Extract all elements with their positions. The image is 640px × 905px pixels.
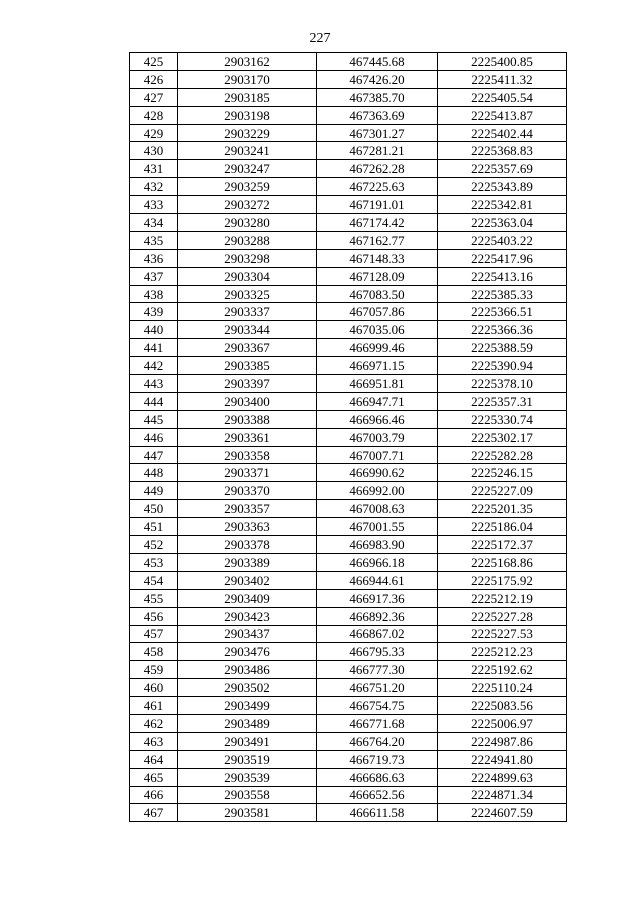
table-row bbox=[130, 428, 567, 446]
table-row bbox=[130, 714, 567, 732]
id-cell: 2903400 bbox=[178, 392, 317, 410]
table-row bbox=[130, 500, 567, 518]
id-cell: 2903491 bbox=[178, 732, 317, 750]
y-coordinate-cell: 2225385.33 bbox=[438, 285, 567, 303]
id-cell: 2903581 bbox=[178, 804, 317, 822]
point-number-cell: 466 bbox=[130, 786, 178, 804]
y-coordinate-cell: 2225175.92 bbox=[438, 571, 567, 589]
table-row bbox=[130, 571, 567, 589]
x-coordinate-cell: 467003.79 bbox=[317, 428, 438, 446]
id-cell: 2903385 bbox=[178, 357, 317, 375]
id-cell: 2903409 bbox=[178, 589, 317, 607]
table-row bbox=[130, 303, 567, 321]
coordinates-table bbox=[129, 52, 567, 822]
id-cell: 2903298 bbox=[178, 249, 317, 267]
point-number-cell: 428 bbox=[130, 106, 178, 124]
x-coordinate-cell: 467262.28 bbox=[317, 160, 438, 178]
x-coordinate-cell: 466951.81 bbox=[317, 375, 438, 393]
y-coordinate-cell: 2225330.74 bbox=[438, 410, 567, 428]
point-number-cell: 442 bbox=[130, 357, 178, 375]
y-coordinate-cell: 2225366.36 bbox=[438, 321, 567, 339]
id-cell: 2903370 bbox=[178, 482, 317, 500]
id-cell: 2903198 bbox=[178, 106, 317, 124]
y-coordinate-cell: 2225413.16 bbox=[438, 267, 567, 285]
table-row bbox=[130, 357, 567, 375]
id-cell: 2903539 bbox=[178, 768, 317, 786]
x-coordinate-cell: 467385.70 bbox=[317, 88, 438, 106]
point-number-cell: 458 bbox=[130, 643, 178, 661]
table-row bbox=[130, 607, 567, 625]
x-coordinate-cell: 467057.86 bbox=[317, 303, 438, 321]
x-coordinate-cell: 467225.63 bbox=[317, 178, 438, 196]
x-coordinate-cell: 466751.20 bbox=[317, 679, 438, 697]
id-cell: 2903361 bbox=[178, 428, 317, 446]
y-coordinate-cell: 2225302.17 bbox=[438, 428, 567, 446]
id-cell: 2903241 bbox=[178, 142, 317, 160]
x-coordinate-cell: 466771.68 bbox=[317, 714, 438, 732]
table-row bbox=[130, 410, 567, 428]
point-number-cell: 453 bbox=[130, 553, 178, 571]
id-cell: 2903489 bbox=[178, 714, 317, 732]
x-coordinate-cell: 466966.18 bbox=[317, 553, 438, 571]
coordinates-table-body bbox=[130, 53, 567, 822]
table-row bbox=[130, 518, 567, 536]
y-coordinate-cell: 2224871.34 bbox=[438, 786, 567, 804]
x-coordinate-cell: 466686.63 bbox=[317, 768, 438, 786]
table-row bbox=[130, 196, 567, 214]
table-row bbox=[130, 643, 567, 661]
x-coordinate-cell: 467083.50 bbox=[317, 285, 438, 303]
table-row bbox=[130, 70, 567, 88]
table-row bbox=[130, 536, 567, 554]
id-cell: 2903304 bbox=[178, 267, 317, 285]
table-row bbox=[130, 88, 567, 106]
y-coordinate-cell: 2225357.31 bbox=[438, 392, 567, 410]
id-cell: 2903378 bbox=[178, 536, 317, 554]
point-number-cell: 432 bbox=[130, 178, 178, 196]
table-row bbox=[130, 124, 567, 142]
x-coordinate-cell: 466983.90 bbox=[317, 536, 438, 554]
table-row bbox=[130, 178, 567, 196]
y-coordinate-cell: 2225378.10 bbox=[438, 375, 567, 393]
table-row bbox=[130, 661, 567, 679]
x-coordinate-cell: 466966.46 bbox=[317, 410, 438, 428]
id-cell: 2903363 bbox=[178, 518, 317, 536]
y-coordinate-cell: 2225227.28 bbox=[438, 607, 567, 625]
x-coordinate-cell: 466764.20 bbox=[317, 732, 438, 750]
y-coordinate-cell: 2224899.63 bbox=[438, 768, 567, 786]
point-number-cell: 464 bbox=[130, 750, 178, 768]
point-number-cell: 429 bbox=[130, 124, 178, 142]
table-row bbox=[130, 249, 567, 267]
table-row bbox=[130, 160, 567, 178]
point-number-cell: 456 bbox=[130, 607, 178, 625]
point-number-cell: 427 bbox=[130, 88, 178, 106]
x-coordinate-cell: 466867.02 bbox=[317, 625, 438, 643]
x-coordinate-cell: 467007.71 bbox=[317, 446, 438, 464]
id-cell: 2903337 bbox=[178, 303, 317, 321]
y-coordinate-cell: 2225368.83 bbox=[438, 142, 567, 160]
point-number-cell: 438 bbox=[130, 285, 178, 303]
id-cell: 2903402 bbox=[178, 571, 317, 589]
x-coordinate-cell: 466795.33 bbox=[317, 643, 438, 661]
id-cell: 2903185 bbox=[178, 88, 317, 106]
point-number-cell: 457 bbox=[130, 625, 178, 643]
table-row bbox=[130, 553, 567, 571]
x-coordinate-cell: 466971.15 bbox=[317, 357, 438, 375]
x-coordinate-cell: 467008.63 bbox=[317, 500, 438, 518]
table-row bbox=[130, 53, 567, 71]
x-coordinate-cell: 467191.01 bbox=[317, 196, 438, 214]
table-row bbox=[130, 231, 567, 249]
id-cell: 2903259 bbox=[178, 178, 317, 196]
point-number-cell: 451 bbox=[130, 518, 178, 536]
table-row bbox=[130, 679, 567, 697]
x-coordinate-cell: 466754.75 bbox=[317, 697, 438, 715]
id-cell: 2903476 bbox=[178, 643, 317, 661]
x-coordinate-cell: 467445.68 bbox=[317, 53, 438, 71]
table-row bbox=[130, 392, 567, 410]
x-coordinate-cell: 466719.73 bbox=[317, 750, 438, 768]
table-row bbox=[130, 625, 567, 643]
y-coordinate-cell: 2225366.51 bbox=[438, 303, 567, 321]
table-row bbox=[130, 786, 567, 804]
id-cell: 2903229 bbox=[178, 124, 317, 142]
x-coordinate-cell: 466611.58 bbox=[317, 804, 438, 822]
table-row bbox=[130, 106, 567, 124]
y-coordinate-cell: 2225212.19 bbox=[438, 589, 567, 607]
x-coordinate-cell: 466892.36 bbox=[317, 607, 438, 625]
y-coordinate-cell: 2225357.69 bbox=[438, 160, 567, 178]
point-number-cell: 443 bbox=[130, 375, 178, 393]
y-coordinate-cell: 2225388.59 bbox=[438, 339, 567, 357]
point-number-cell: 436 bbox=[130, 249, 178, 267]
y-coordinate-cell: 2225227.09 bbox=[438, 482, 567, 500]
x-coordinate-cell: 466777.30 bbox=[317, 661, 438, 679]
y-coordinate-cell: 2225186.04 bbox=[438, 518, 567, 536]
x-coordinate-cell: 467148.33 bbox=[317, 249, 438, 267]
x-coordinate-cell: 467281.21 bbox=[317, 142, 438, 160]
x-coordinate-cell: 467128.09 bbox=[317, 267, 438, 285]
id-cell: 2903499 bbox=[178, 697, 317, 715]
id-cell: 2903358 bbox=[178, 446, 317, 464]
y-coordinate-cell: 2225172.37 bbox=[438, 536, 567, 554]
y-coordinate-cell: 2225168.86 bbox=[438, 553, 567, 571]
table-row bbox=[130, 482, 567, 500]
table-row bbox=[130, 768, 567, 786]
x-coordinate-cell: 466944.61 bbox=[317, 571, 438, 589]
id-cell: 2903344 bbox=[178, 321, 317, 339]
point-number-cell: 426 bbox=[130, 70, 178, 88]
point-number-cell: 462 bbox=[130, 714, 178, 732]
y-coordinate-cell: 2225413.87 bbox=[438, 106, 567, 124]
table-row bbox=[130, 732, 567, 750]
y-coordinate-cell: 2225403.22 bbox=[438, 231, 567, 249]
point-number-cell: 448 bbox=[130, 464, 178, 482]
table-row bbox=[130, 804, 567, 822]
point-number-cell: 465 bbox=[130, 768, 178, 786]
table-row bbox=[130, 697, 567, 715]
x-coordinate-cell: 466947.71 bbox=[317, 392, 438, 410]
id-cell: 2903502 bbox=[178, 679, 317, 697]
table-row bbox=[130, 285, 567, 303]
point-number-cell: 434 bbox=[130, 214, 178, 232]
point-number-cell: 445 bbox=[130, 410, 178, 428]
id-cell: 2903486 bbox=[178, 661, 317, 679]
id-cell: 2903367 bbox=[178, 339, 317, 357]
y-coordinate-cell: 2225390.94 bbox=[438, 357, 567, 375]
y-coordinate-cell: 2225411.32 bbox=[438, 70, 567, 88]
page-number: 227 bbox=[309, 31, 331, 46]
x-coordinate-cell: 467174.42 bbox=[317, 214, 438, 232]
point-number-cell: 461 bbox=[130, 697, 178, 715]
x-coordinate-cell: 467301.27 bbox=[317, 124, 438, 142]
table-row bbox=[130, 321, 567, 339]
y-coordinate-cell: 2225110.24 bbox=[438, 679, 567, 697]
point-number-cell: 441 bbox=[130, 339, 178, 357]
id-cell: 2903162 bbox=[178, 53, 317, 71]
id-cell: 2903437 bbox=[178, 625, 317, 643]
point-number-cell: 447 bbox=[130, 446, 178, 464]
y-coordinate-cell: 2225417.96 bbox=[438, 249, 567, 267]
table-row bbox=[130, 589, 567, 607]
id-cell: 2903423 bbox=[178, 607, 317, 625]
table-row bbox=[130, 464, 567, 482]
id-cell: 2903288 bbox=[178, 231, 317, 249]
point-number-cell: 435 bbox=[130, 231, 178, 249]
point-number-cell: 454 bbox=[130, 571, 178, 589]
y-coordinate-cell: 2225405.54 bbox=[438, 88, 567, 106]
y-coordinate-cell: 2225212.23 bbox=[438, 643, 567, 661]
y-coordinate-cell: 2225343.89 bbox=[438, 178, 567, 196]
y-coordinate-cell: 2225342.81 bbox=[438, 196, 567, 214]
point-number-cell: 460 bbox=[130, 679, 178, 697]
id-cell: 2903519 bbox=[178, 750, 317, 768]
y-coordinate-cell: 2225192.62 bbox=[438, 661, 567, 679]
x-coordinate-cell: 467162.77 bbox=[317, 231, 438, 249]
table-row bbox=[130, 142, 567, 160]
y-coordinate-cell: 2225402.44 bbox=[438, 124, 567, 142]
x-coordinate-cell: 467426.20 bbox=[317, 70, 438, 88]
table-row bbox=[130, 267, 567, 285]
x-coordinate-cell: 467363.69 bbox=[317, 106, 438, 124]
point-number-cell: 463 bbox=[130, 732, 178, 750]
point-number-cell: 450 bbox=[130, 500, 178, 518]
point-number-cell: 433 bbox=[130, 196, 178, 214]
x-coordinate-cell: 467001.55 bbox=[317, 518, 438, 536]
id-cell: 2903357 bbox=[178, 500, 317, 518]
id-cell: 2903272 bbox=[178, 196, 317, 214]
y-coordinate-cell: 2225363.04 bbox=[438, 214, 567, 232]
id-cell: 2903170 bbox=[178, 70, 317, 88]
y-coordinate-cell: 2224941.80 bbox=[438, 750, 567, 768]
id-cell: 2903558 bbox=[178, 786, 317, 804]
id-cell: 2903389 bbox=[178, 553, 317, 571]
x-coordinate-cell: 466652.56 bbox=[317, 786, 438, 804]
y-coordinate-cell: 2225227.53 bbox=[438, 625, 567, 643]
point-number-cell: 425 bbox=[130, 53, 178, 71]
point-number-cell: 430 bbox=[130, 142, 178, 160]
point-number-cell: 440 bbox=[130, 321, 178, 339]
x-coordinate-cell: 466999.46 bbox=[317, 339, 438, 357]
y-coordinate-cell: 2225282.28 bbox=[438, 446, 567, 464]
x-coordinate-cell: 466990.62 bbox=[317, 464, 438, 482]
table-row bbox=[130, 446, 567, 464]
point-number-cell: 449 bbox=[130, 482, 178, 500]
x-coordinate-cell: 466992.00 bbox=[317, 482, 438, 500]
id-cell: 2903371 bbox=[178, 464, 317, 482]
table-row bbox=[130, 375, 567, 393]
point-number-cell: 452 bbox=[130, 536, 178, 554]
point-number-cell: 444 bbox=[130, 392, 178, 410]
point-number-cell: 439 bbox=[130, 303, 178, 321]
point-number-cell: 459 bbox=[130, 661, 178, 679]
id-cell: 2903325 bbox=[178, 285, 317, 303]
id-cell: 2903247 bbox=[178, 160, 317, 178]
point-number-cell: 467 bbox=[130, 804, 178, 822]
table-row bbox=[130, 214, 567, 232]
point-number-cell: 431 bbox=[130, 160, 178, 178]
y-coordinate-cell: 2224987.86 bbox=[438, 732, 567, 750]
table-row bbox=[130, 339, 567, 357]
y-coordinate-cell: 2225006.97 bbox=[438, 714, 567, 732]
y-coordinate-cell: 2225246.15 bbox=[438, 464, 567, 482]
id-cell: 2903388 bbox=[178, 410, 317, 428]
id-cell: 2903397 bbox=[178, 375, 317, 393]
y-coordinate-cell: 2225083.56 bbox=[438, 697, 567, 715]
y-coordinate-cell: 2224607.59 bbox=[438, 804, 567, 822]
y-coordinate-cell: 2225400.85 bbox=[438, 53, 567, 71]
point-number-cell: 446 bbox=[130, 428, 178, 446]
table-row bbox=[130, 750, 567, 768]
point-number-cell: 455 bbox=[130, 589, 178, 607]
y-coordinate-cell: 2225201.35 bbox=[438, 500, 567, 518]
point-number-cell: 437 bbox=[130, 267, 178, 285]
id-cell: 2903280 bbox=[178, 214, 317, 232]
x-coordinate-cell: 467035.06 bbox=[317, 321, 438, 339]
x-coordinate-cell: 466917.36 bbox=[317, 589, 438, 607]
